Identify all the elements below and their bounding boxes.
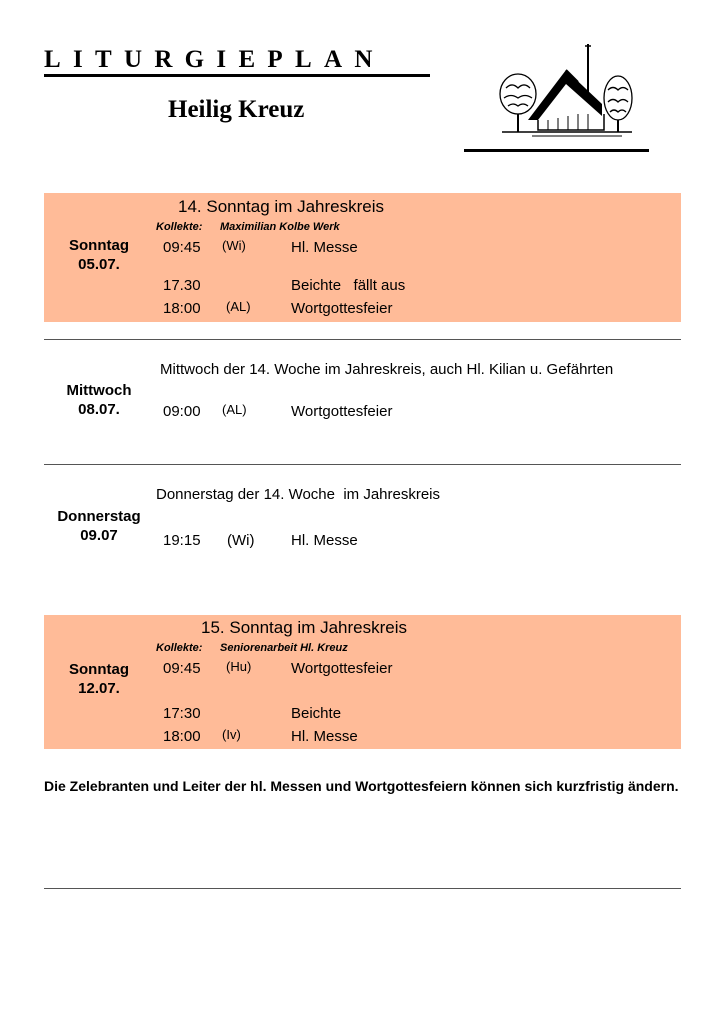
kollekte-value: Seniorenarbeit Hl. Kreuz bbox=[220, 642, 348, 654]
event-celebrant: (Iv) bbox=[222, 727, 241, 742]
event-time: 09:45 bbox=[163, 239, 201, 256]
title-underline bbox=[44, 74, 430, 77]
event-time: 19:15 bbox=[163, 532, 201, 549]
event-name: Wortgottesfeier bbox=[291, 300, 393, 317]
event-time: 09:00 bbox=[163, 403, 201, 420]
weekday: Sonntag bbox=[69, 237, 129, 254]
event-name: Hl. Messe bbox=[291, 239, 358, 256]
date: 09.07 bbox=[80, 527, 118, 544]
kollekte-value: Maximilian Kolbe Werk bbox=[220, 221, 340, 233]
day-label bbox=[44, 381, 154, 419]
date: 08.07. bbox=[78, 401, 120, 418]
divider bbox=[44, 464, 681, 465]
kollekte-label: Kollekte: bbox=[156, 642, 203, 654]
document-title: LITURGIEPLAN bbox=[44, 46, 385, 73]
logo-underline bbox=[464, 149, 649, 152]
footer-note: Die Zelebranten und Leiter der hl. Messen und Wortgottesfeiern können sich kurzfristig ändern. bbox=[44, 778, 679, 794]
date: 05.07. bbox=[78, 256, 120, 273]
event-celebrant: (Wi) bbox=[227, 532, 255, 549]
event-time: 17.30 bbox=[163, 277, 201, 294]
event-name: Wortgottesfeier bbox=[291, 403, 393, 420]
event-celebrant: (AL) bbox=[226, 299, 251, 314]
day-label bbox=[44, 236, 154, 274]
event-celebrant: (Hu) bbox=[226, 659, 252, 674]
day-label bbox=[44, 660, 154, 698]
event-celebrant: (Wi) bbox=[222, 238, 246, 253]
divider bbox=[44, 339, 681, 340]
divider bbox=[44, 888, 681, 889]
day-heading: 14. Sonntag im Jahreskreis bbox=[178, 197, 384, 216]
event-time: 18:00 bbox=[163, 300, 201, 317]
day-heading: 15. Sonntag im Jahreskreis bbox=[201, 618, 407, 637]
church-logo-icon bbox=[492, 40, 642, 138]
event-time: 09:45 bbox=[163, 660, 201, 677]
date: 12.07. bbox=[78, 680, 120, 697]
event-name: Hl. Messe bbox=[291, 728, 358, 745]
event-celebrant: (AL) bbox=[222, 402, 247, 417]
weekday: Mittwoch bbox=[66, 382, 132, 399]
event-name: Hl. Messe bbox=[291, 532, 358, 549]
event-time: 18:00 bbox=[163, 728, 201, 745]
event-name: Beichte bbox=[291, 705, 342, 722]
event-name: Beichte fällt aus bbox=[291, 277, 406, 294]
day-label bbox=[44, 507, 154, 545]
day-heading: Mittwoch der 14. Woche im Jahreskreis, auch Hl. Kilian u. Gefährten bbox=[160, 361, 614, 378]
parish-name: Heilig Kreuz bbox=[168, 96, 305, 123]
day-heading: Donnerstag der 14. Woche im Jahreskreis bbox=[156, 486, 441, 503]
event-time: 17:30 bbox=[163, 705, 201, 722]
weekday: Donnerstag bbox=[57, 508, 141, 525]
event-name: Wortgottesfeier bbox=[291, 660, 393, 677]
weekday: Sonntag bbox=[69, 661, 129, 678]
kollekte-label: Kollekte: bbox=[156, 221, 203, 233]
